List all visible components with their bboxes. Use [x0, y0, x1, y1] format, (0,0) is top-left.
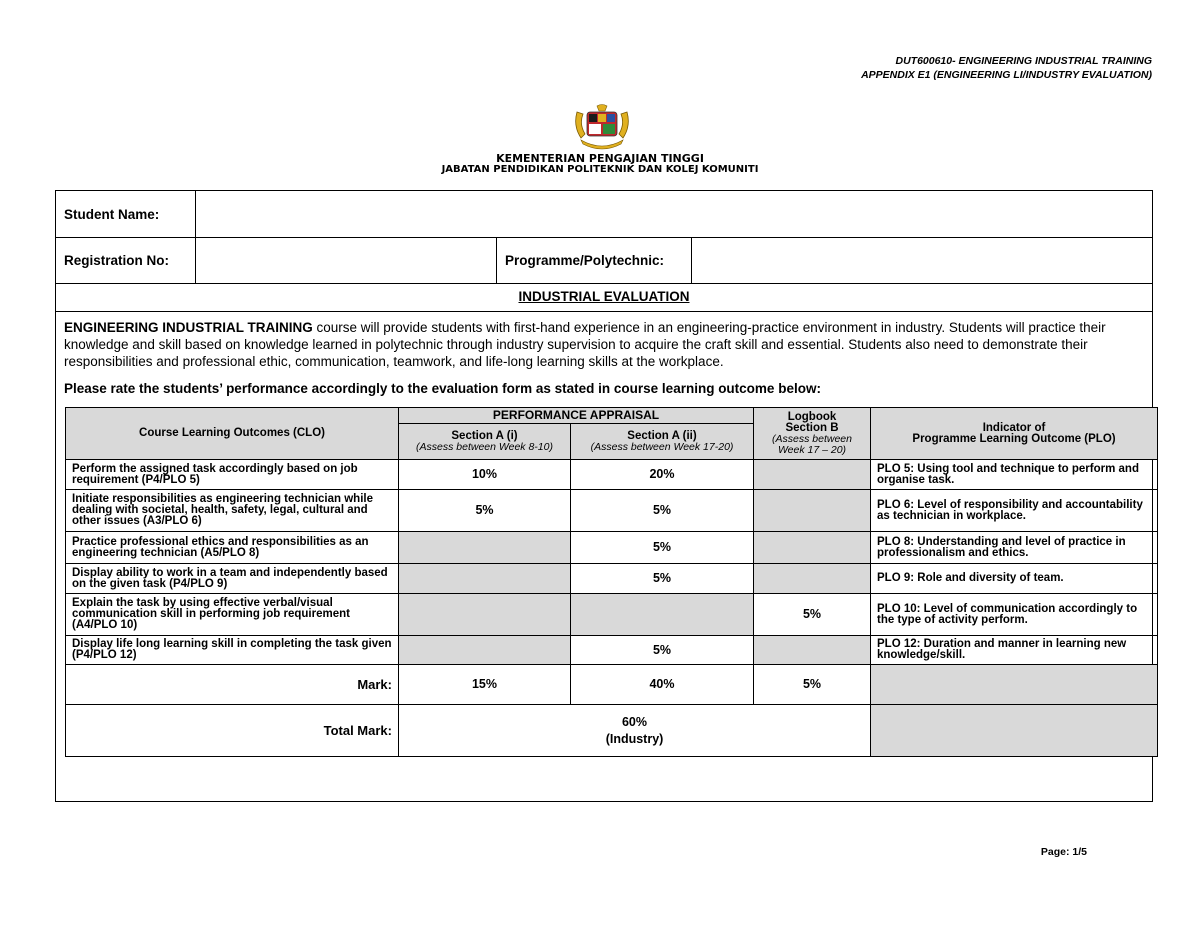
page-number: Page: 1/5	[1040, 846, 1087, 858]
clo-cell: Display life long learning skill in completing the task given (P4/PLO 12)	[66, 636, 399, 665]
section-a1-cell	[399, 564, 571, 594]
total-mark-label: Total Mark:	[66, 705, 399, 757]
plo-cell: PLO 12: Duration and manner in learning new knowledge/skill.	[871, 636, 1158, 665]
mark-plo-empty	[871, 665, 1158, 705]
section-a2-label: Section A (ii)	[627, 429, 697, 442]
plo-cell: PLO 10: Level of communication accordingly to the type of activity perform.	[871, 594, 1158, 636]
table-row	[66, 636, 1158, 665]
evaluation-form	[55, 190, 1153, 802]
section-a1-cell	[399, 594, 571, 636]
section-b-label: Section B	[785, 421, 839, 434]
section-a1-cell	[399, 532, 571, 564]
table-row	[66, 532, 1158, 564]
registration-label: Registration No:	[64, 252, 170, 268]
intro-course-name: ENGINEERING INDUSTRIAL TRAINING	[64, 320, 313, 335]
malaysia-coat-of-arms-logo	[571, 104, 633, 154]
appendix-label: APPENDIX E1 (ENGINEERING LI/INDUSTRY EVALUATION)	[861, 69, 1152, 81]
section-a2-note: (Assess between Week 17-20)	[590, 440, 734, 453]
clo-cell: Practice professional ethics and responsibilities as an engineering technician (A5/PLO 8)	[66, 532, 399, 564]
mark-label: Mark:	[66, 665, 399, 705]
ministry-heading	[0, 153, 1200, 175]
mark-section-a2: 40%	[571, 665, 754, 705]
student-name-row	[56, 191, 1152, 238]
plo-header-line1: Indicator of	[982, 421, 1046, 434]
section-b-cell	[754, 490, 871, 532]
plo-cell: PLO 9: Role and diversity of team.	[871, 564, 1158, 594]
logbook-label: Logbook	[787, 410, 837, 423]
mark-section-b: 5%	[754, 665, 871, 705]
section-a1-cell	[399, 636, 571, 665]
clo-cell: Explain the task by using effective verbal/visual communication skill in performing job requirement (A4/PLO 10)	[66, 594, 399, 636]
section-a1-cell: 5%	[399, 490, 571, 532]
clo-header: Course Learning Outcomes (CLO)	[66, 408, 399, 460]
total-mark-value	[399, 705, 871, 757]
section-a2-cell	[571, 594, 754, 636]
ministry-name: KEMENTERIAN PENGAJIAN TINGGI	[496, 152, 704, 165]
programme-field[interactable]	[691, 237, 1152, 283]
section-a1-cell: 10%	[399, 460, 571, 490]
programme-label: Programme/Polytechnic:	[496, 237, 691, 283]
performance-appraisal-header: PERFORMANCE APPRAISAL	[399, 408, 754, 424]
plo-cell: PLO 8: Understanding and level of practice in professionalism and ethics.	[871, 532, 1158, 564]
intro-text: course will provide students with first-hand experience in an engineering-practice environment in industry. Students will practice their knowledge and skill based on knowledge learned in polytechnic through industry supervision to acquire the craft skill and essential. Students also need to demonstrate their responsibilities and professional ethic, communication, teamwork, and life-long learning skills at the workplace.	[64, 320, 1106, 369]
plo-cell: PLO 5: Using tool and technique to perform and organise task.	[871, 460, 1158, 490]
total-mark-percent: 60%	[621, 714, 648, 729]
total-mark-row	[66, 705, 1158, 757]
student-name-label: Student Name:	[64, 206, 160, 222]
clo-cell: Perform the assigned task accordingly based on job requirement (P4/PLO 5)	[66, 460, 399, 490]
mark-section-a1: 15%	[399, 665, 571, 705]
table-row	[66, 490, 1158, 532]
rating-instruction: Please rate the students’ performance accordingly to the evaluation form as stated in course learning outcome below:	[64, 381, 821, 396]
mark-row	[66, 665, 1158, 705]
table-row	[66, 564, 1158, 594]
registration-field[interactable]	[195, 237, 496, 283]
plo-header-line2: Programme Learning Outcome (PLO)	[912, 432, 1116, 445]
section-a2-cell: 20%	[571, 460, 754, 490]
section-b-cell	[754, 460, 871, 490]
section-b-cell	[754, 564, 871, 594]
section-a2-cell: 5%	[571, 532, 754, 564]
evaluation-title: INDUSTRIAL EVALUATION	[518, 289, 690, 304]
registration-row	[56, 237, 1152, 284]
logbook-header	[754, 408, 871, 460]
section-a1-label: Section A (i)	[451, 429, 518, 442]
total-plo-empty	[871, 705, 1158, 757]
total-mark-note: (Industry)	[605, 731, 664, 746]
section-a1-header	[399, 424, 571, 460]
section-a2-cell: 5%	[571, 490, 754, 532]
section-b-cell: 5%	[754, 594, 871, 636]
clo-cell: Display ability to work in a team and independently based on the given task (P4/PLO 9)	[66, 564, 399, 594]
section-b-cell	[754, 636, 871, 665]
clo-cell: Initiate responsibilities as engineering technician while dealing with societal, health, safety, legal, cultural and other issues (A3/PLO 6)	[66, 490, 399, 532]
section-a2-cell: 5%	[571, 564, 754, 594]
section-b-cell	[754, 532, 871, 564]
student-name-field[interactable]	[195, 191, 1152, 237]
plo-cell: PLO 6: Level of responsibility and accountability as technician in workplace.	[871, 490, 1158, 532]
section-a2-header	[571, 424, 754, 460]
document-header	[861, 54, 1152, 82]
plo-header	[871, 408, 1158, 460]
course-code: DUT600610- ENGINEERING INDUSTRIAL TRAINING	[895, 55, 1152, 67]
intro-paragraph	[64, 319, 1134, 370]
table-row	[66, 460, 1158, 490]
section-a1-note: (Assess between Week 8-10)	[416, 440, 553, 453]
section-b-note: (Assess between Week 17 – 20)	[772, 432, 852, 456]
table-header-row	[66, 408, 1158, 424]
clo-evaluation-table	[65, 407, 1158, 757]
table-row	[66, 594, 1158, 636]
section-a2-cell: 5%	[571, 636, 754, 665]
department-name: JABATAN PENDIDIKAN POLITEKNIK DAN KOLEJ KOMUNITI	[441, 164, 759, 175]
